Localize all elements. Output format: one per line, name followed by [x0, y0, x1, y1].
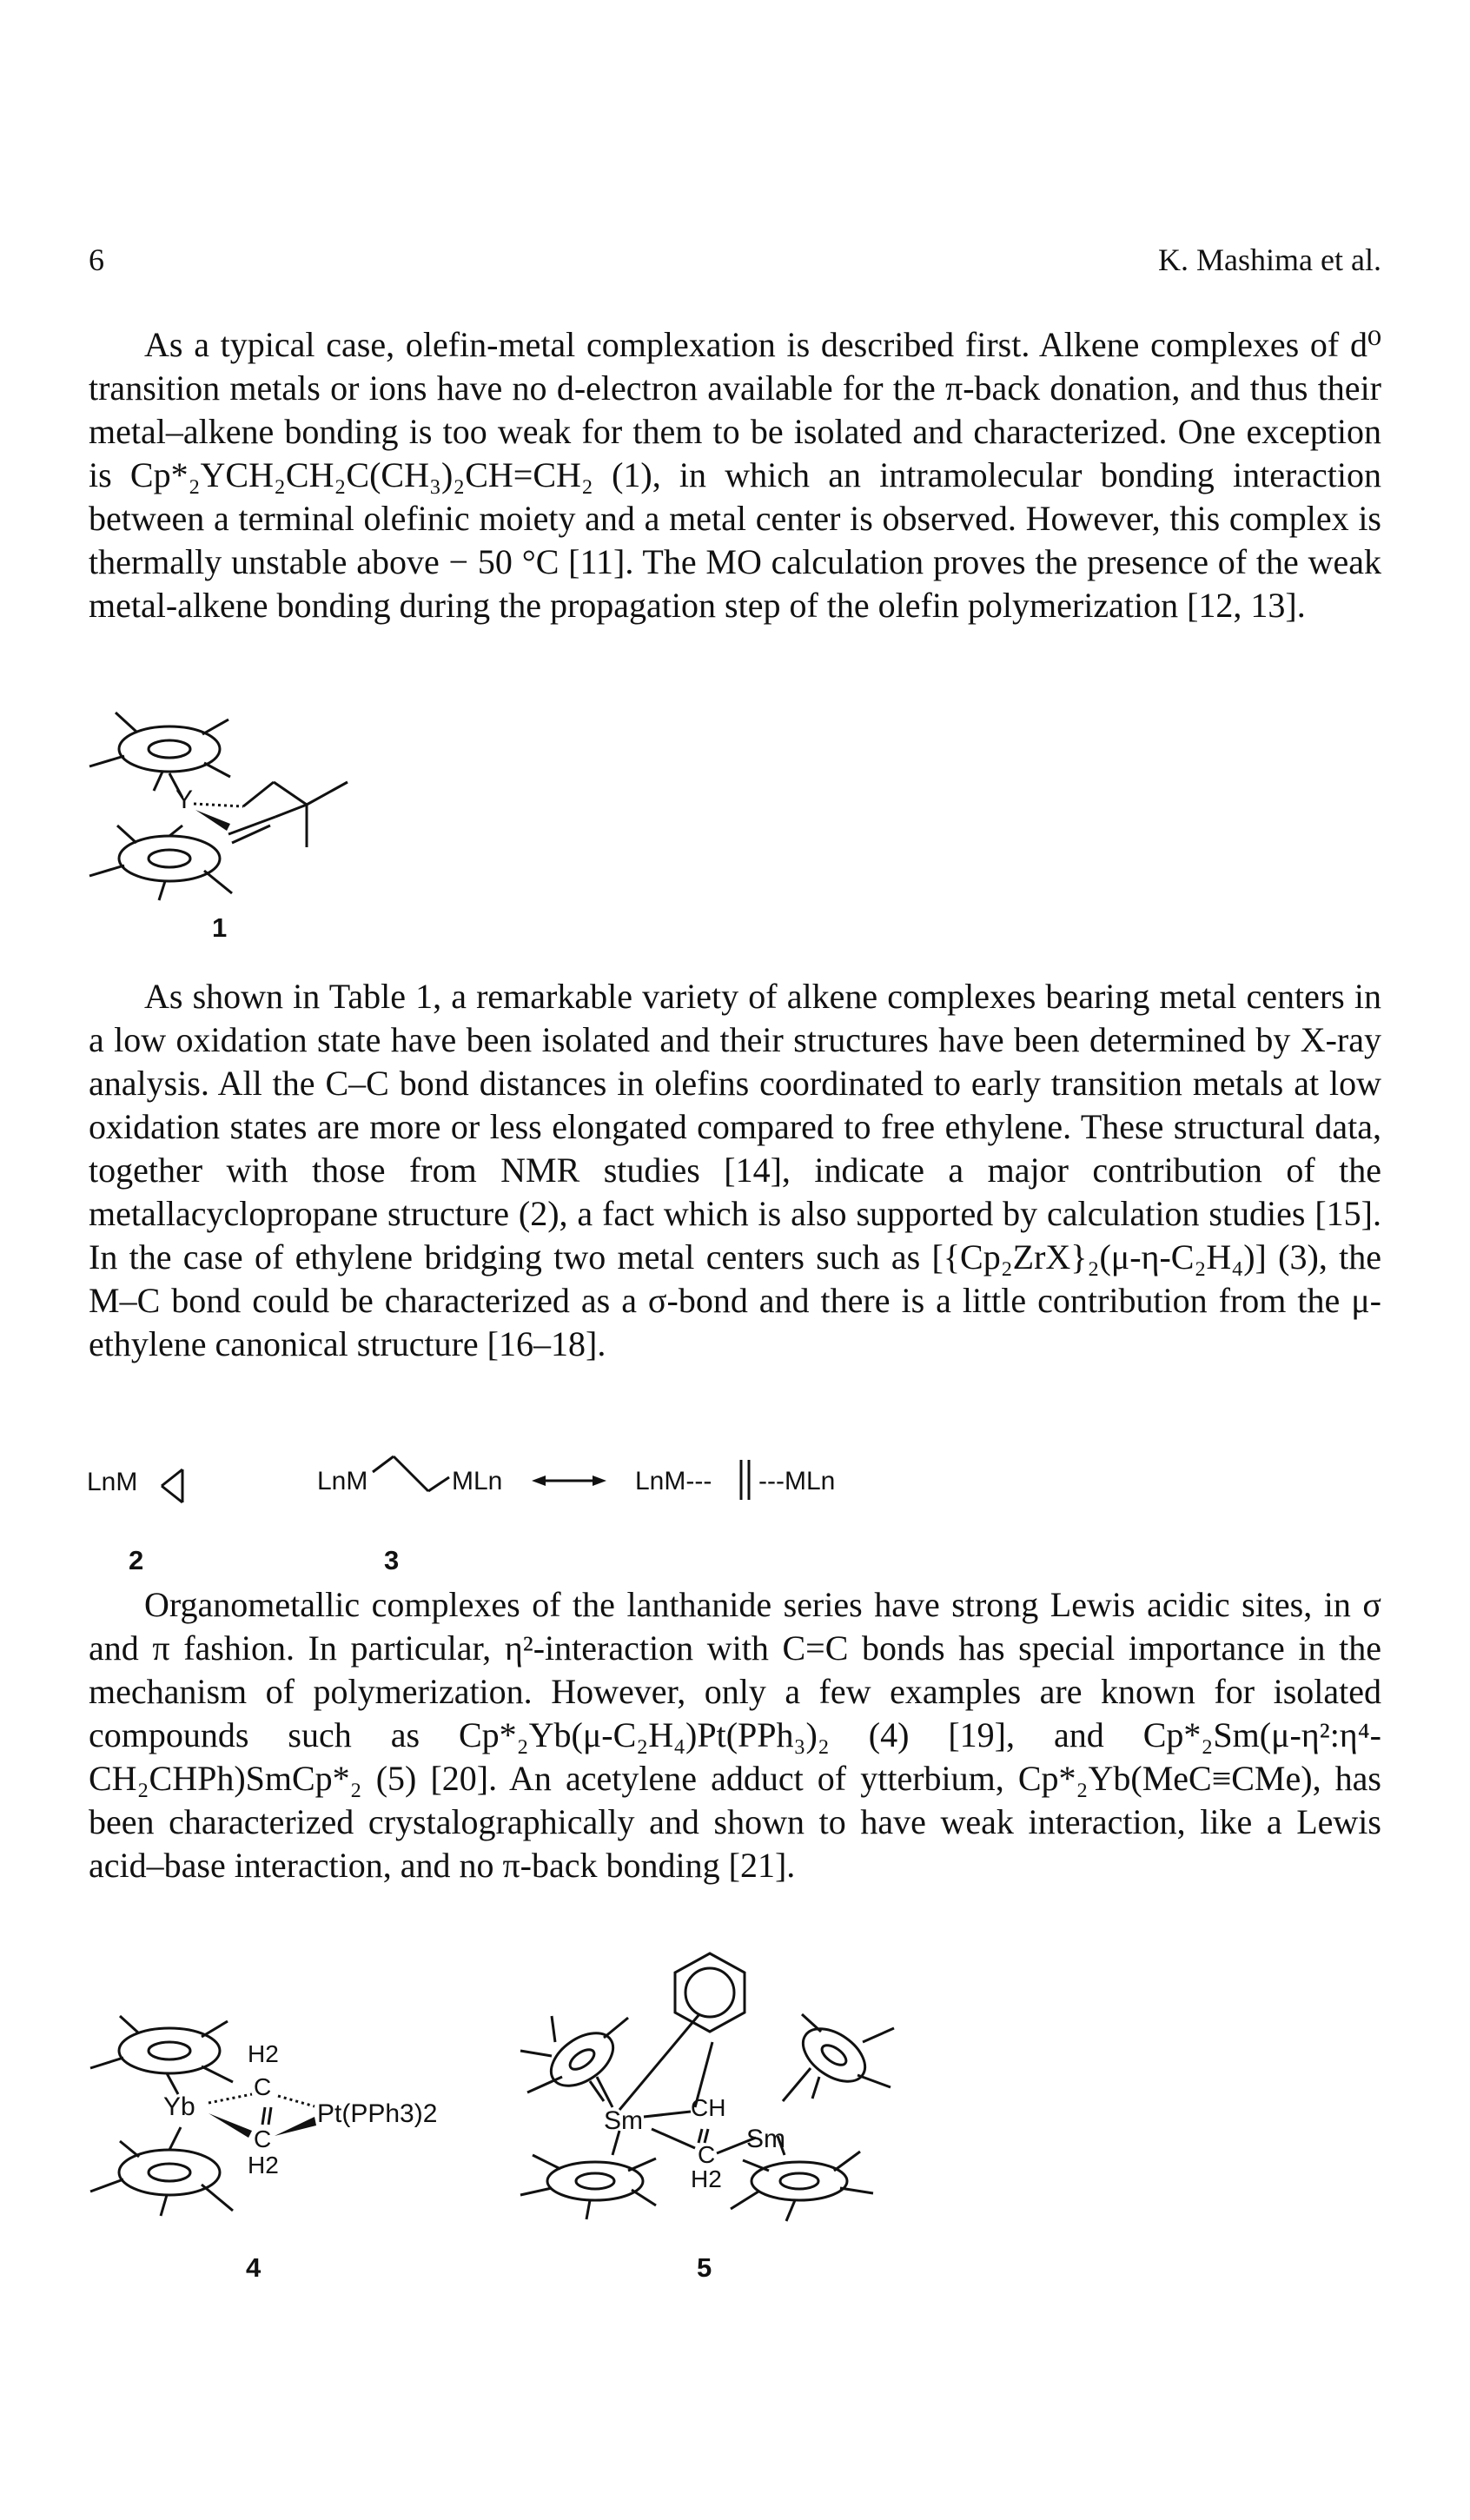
- paragraph-alkene-structures: As shown in Table 1, a remarkable variety of alkene complexes bearing metal centers in a low oxidation state have been isolated and their structures have been determined by X-ray analysis. All the C–C bond distances in olefins coordinated to early transition metals at low oxidation states are more or less elongated compared to free ethylene. These structural data, together with those from NMR studies [14], indicate a major contribution of the metallacyclopropane structure (2), a fact which is also supported by calculation studies [15]. In the case of ethylene bridging two metal centers such as [{Cp₂ZrX}₂(μ-η-C₂H₄)] (3), the M–C bond could be characterized as a σ-bond and there is a little contribution from the μ-ethylene canonical structure [16–18].: [89, 977, 1381, 1363]
- compound-number-1: 1: [212, 912, 228, 943]
- compound-4-ch2-top: H2: [248, 2040, 279, 2067]
- resonance-arrow: [530, 1470, 608, 1491]
- compound-5-h2: H2: [691, 2165, 722, 2192]
- compound-2-label: LnM: [87, 1468, 138, 1496]
- compound-4-c-top: C: [254, 2073, 272, 2100]
- compound-4-ch2-bottom: H2: [248, 2152, 279, 2178]
- compound-3-canonical-left: LnM---: [635, 1467, 712, 1495]
- structure-compound-2: [87, 1464, 226, 1508]
- structure-compound-5: [517, 1946, 899, 2225]
- compound-number-2: 2: [129, 1545, 144, 1575]
- structure-compound-4: [87, 1999, 487, 2225]
- compound-number-5: 5: [697, 2252, 712, 2283]
- compound-5-metal-left: Sm: [604, 2106, 643, 2135]
- compound-3-right: MLn: [452, 1467, 503, 1495]
- paragraph-lanthanide-complexes: Organometallic complexes of the lanthanide series have strong Lewis acidic sites, in σ and π fashion. In particular, η²-interaction with C=C bonds has special importance in the mechanism of polymerization. However, only a few examples are known for isolated compounds such as Cp*₂Yb(μ-C₂H₄)Pt(PPh₃)₂ (4) [19], and Cp*₂Sm(μ-η²:η⁴-CH₂CHPh)SmCp*₂ (5) [20]. An acetylene adduct of ytterbium, Cp*₂Yb(MeC≡CMe), has been characterized crystalographically and shown to have weak interaction, like a Lewis acid–base interaction, and no π-back bonding [21].: [89, 1585, 1381, 1885]
- paragraph-olefin-complexation: As a typical case, olefin-metal complexation is described first. Alkene complexes of d⁰ transition metals or ions have no d-electron available for the π-back donation, and thus their metal–alkene bonding is too weak for them to be isolated and characterized. One exception is Cp*₂YCH₂CH₂C(CH₃)₂CH=CH₂ (1), in which an intramolecular bonding interaction between a terminal olefinic moiety and a metal center is observed. However, this complex is thermally unstable above − 50 °C [11]. The MO calculation proves the presence of the weak metal-alkene bonding during the propagation step of the olefin polymerization [12, 13].: [89, 325, 1381, 625]
- compound-4-c-bottom: C: [254, 2125, 272, 2152]
- compound-4-metal: Yb: [163, 2092, 195, 2121]
- structure-compound-1: [83, 695, 369, 930]
- compound-5-metal-right: Sm: [746, 2125, 785, 2153]
- compound-3-canonical-right: ---MLn: [758, 1467, 836, 1495]
- compound-4-ligand: Pt(PPh3)2: [317, 2099, 438, 2128]
- compound-5-ch: CH: [691, 2094, 726, 2121]
- compound-3-left: LnM: [317, 1467, 368, 1495]
- structure-compound-3: [317, 1449, 882, 1515]
- compound-number-3: 3: [384, 1545, 400, 1575]
- page-number: 6: [89, 242, 104, 277]
- running-head: K. Mashima et al.: [1158, 242, 1381, 277]
- compound-number-4: 4: [246, 2252, 262, 2283]
- compound-1-metal: Y: [175, 786, 194, 814]
- compound-5-c: C: [698, 2141, 716, 2168]
